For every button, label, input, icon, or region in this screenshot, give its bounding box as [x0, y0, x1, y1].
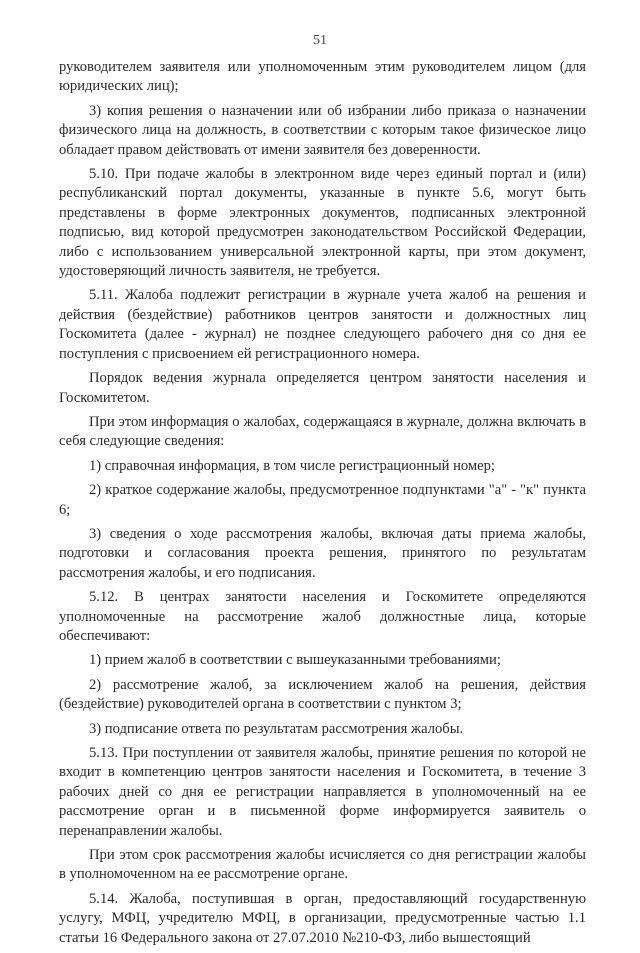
paragraph-5-11: 5.11. Жалоба подлежит регистрации в журнале учета жалоб на решения и действия (бездействие) работников центров занятости и должностных лиц Госкомитета (далее - журнал) не позднее следующего рабочего дня со дня ее поступления с присвоением ей регистрационного номера.	[59, 287, 586, 362]
list-item-progress: 3) сведения о ходе рассмотрения жалобы, включая даты приема жалобы, подготовки и согласования проекта решения, принятого по результатам рассмотрения жалобы, и его подписания.	[59, 525, 586, 581]
page-number: 51	[313, 33, 327, 48]
paragraph-5-12: 5.12. В центрах занятости населения и Госкомитете определяются уполномоченные на рассмотрение жалоб должностные лица, которые обеспечивают:	[59, 589, 586, 644]
paragraph-5-14: 5.14. Жалоба, поступившая в орган, предоставляющий государственную услугу, МФЦ, учредителю МФЦ, в организации, предусмотренные частью 1.1 статьи 16 Федерального закона от 27.07.2010 №210-ФЗ, либо вышестоящий	[59, 890, 586, 946]
list-item-receipt: 1) прием жалоб в соответствии с вышеуказанными требованиями;	[89, 652, 501, 669]
list-item-reference-info: 1) справочная информация, в том числе регистрационный номер;	[89, 457, 495, 474]
list-item-review: 2) рассмотрение жалоб, за исключением жалоб на решения, действия (бездействие) руководителей органа в соответствии с пунктом 3;	[59, 676, 586, 713]
paragraph-review-term: При этом срок рассмотрения жалобы исчисляется со дня регистрации жалобы в уполномоченном на ее рассмотрение органе.	[59, 847, 586, 883]
paragraph-5-13: 5.13. При поступлении от заявителя жалобы, принятие решения по которой не входит в компетенцию центров занятости населения и Госкомитета, в течение 3 рабочих дней со дня ее регистрации направляется в уполномоченный на ее рассмотрение орган и в письменной форме информируется заявитель о перенаправлении жалобы.	[59, 745, 586, 839]
list-item-signing: 3) подписание ответа по результатам рассмотрения жалобы.	[89, 720, 464, 737]
paragraph-journal-procedure: Порядок ведения журнала определяется центром занятости населения и Госкомитетом.	[59, 370, 586, 406]
list-item-summary: 2) краткое содержание жалобы, предусмотренное подпунктами "а" - "к" пункта 6;	[59, 482, 586, 518]
paragraph-5-10: 5.10. При подаче жалобы в электронном виде через единый портал и (или) республиканский портал документы, указанные в пункте 5.6, могут быть представлены в форме электронных документов, подписанных электронной подписью, вид которой предусмотрен законодательством Российской Федерации, либо с использованием универсальной электронной карты, при этом документ, удостоверяющий личность заявителя, не требуется.	[59, 166, 586, 280]
paragraph-continuation: руководителем заявителя или уполномоченным этим руководителем лицом (для юридических лиц);	[59, 59, 586, 95]
paragraph-journal-info: При этом информация о жалобах, содержащаяся в журнале, должна включать в себя следующие сведения:	[59, 413, 586, 450]
paragraph-item-3-copy-decision: 3) копия решения о назначении или об избрании либо приказа о назначении физического лица на должность, в соответствии с которым такое физическое лицо обладает правом действовать от имени заявителя без доверенности.	[59, 102, 586, 158]
document-body	[59, 58, 586, 953]
